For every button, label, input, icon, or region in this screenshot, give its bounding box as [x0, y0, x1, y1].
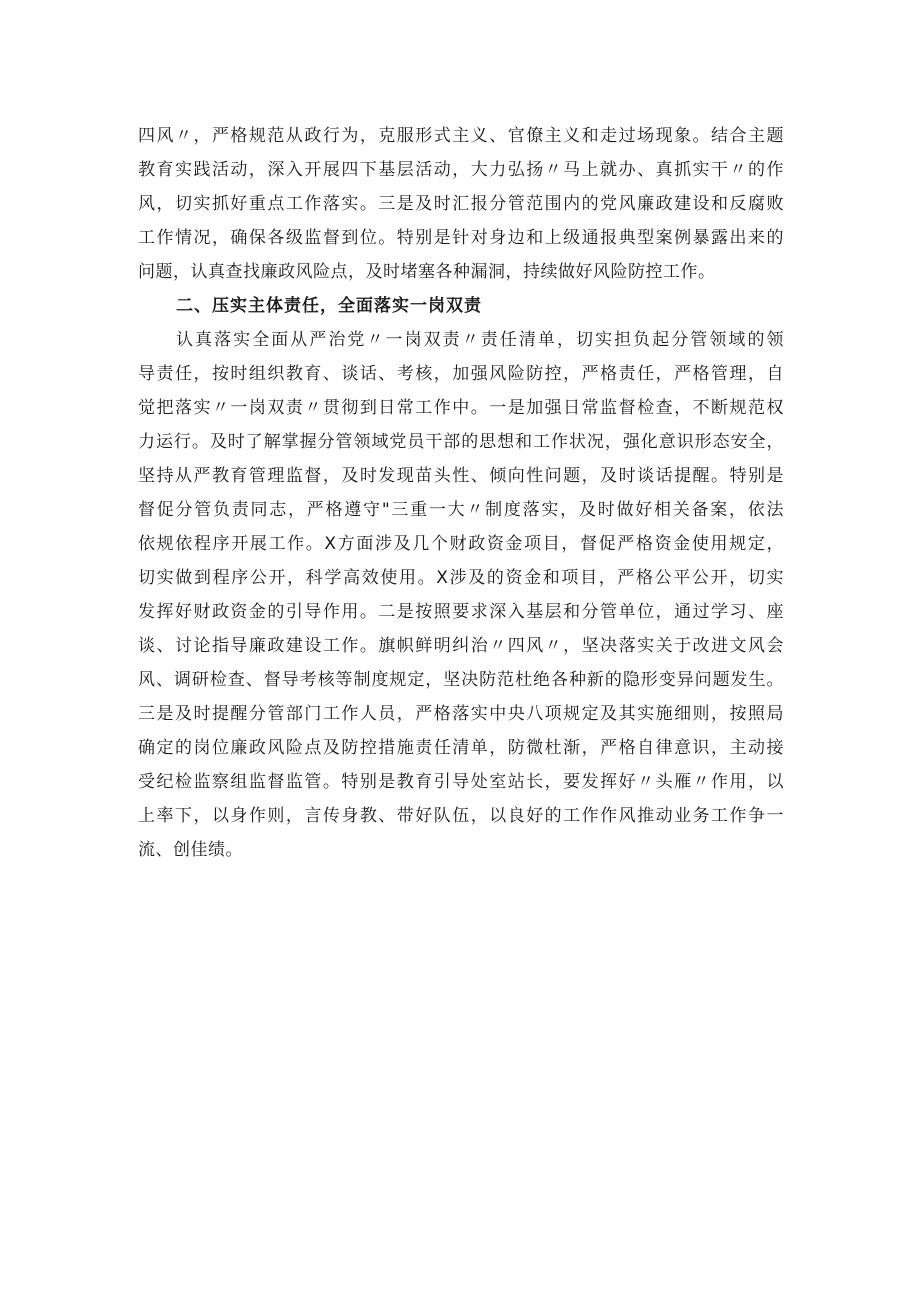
text-line: 受纪检监察组监督监管。特别是教育引导处室站长，要发挥好〃头雁〃作用，以 [138, 772, 784, 792]
text-line: 风、调研检查、督导考核等制度规定，坚决防范杜绝各种新的隐形变异问题发生。 [138, 670, 784, 690]
text-line: 谈、讨论指导廉政建设工作。旗帜鲜明纠治〃四风〃，坚决落实关于改进文风会 [138, 636, 784, 656]
text-line: 力运行。及时了解掌握分管领域党员干部的思想和工作状况，强化意识形态安全， [138, 432, 784, 452]
text-line: 教育实践活动，深入开展四下基层活动，大力弘扬〃马上就办、真抓实干〃的作 [138, 160, 784, 180]
paragraph-main [138, 323, 784, 867]
text-line: 发挥好财政资金的引导作用。二是按照要求深入基层和分管单位，通过学习、座 [138, 602, 784, 622]
text-line: 导责任，按时组织教育、谈话、考核，加强风险防控，严格责任，严格管理，自 [138, 364, 784, 384]
text-line: 切实做到程序公开，科学高效使用。X涉及的资金和项目，严格公平公开，切实 [138, 568, 784, 588]
text-line: 确定的岗位廉政风险点及防控措施责任清单，防微杜渐，严格自律意识，主动接 [138, 738, 784, 758]
text-line: 工作情况，确保各级监督到位。特别是针对身边和上级通报典型案例暴露出来的 [138, 228, 784, 248]
text-line: 坚持从严教育管理监督，及时发现苗头性、倾向性问题，及时谈话提醒。特别是 [138, 466, 784, 486]
text-line: 上率下，以身作则，言传身教、带好队伍，以良好的工作作风推动业务工作争一 [138, 806, 784, 826]
text-line: 三是及时提醒分管部门工作人员，严格落实中央八项规定及其实施细则，按照局 [138, 704, 784, 724]
text-line: 流、创佳绩。 [138, 840, 243, 860]
document-body [138, 119, 784, 867]
text-line: 问题，认真查找廉政风险点，及时堵塞各种漏洞，持续做好风险防控工作。 [138, 262, 716, 282]
paragraph-continuation [138, 119, 784, 289]
text-line: 觉把落实〃一岗双责〃贯彻到日常工作中。一是加强日常监督检查，不断规范权 [138, 398, 784, 418]
text-line: 依规依程序开展工作。X方面涉及几个财政资金项目，督促严格资金使用规定， [138, 534, 784, 554]
text-line: 督促分管负责同志，严格遵守"三重一大〃制度落实，及时做好相关备案，依法 [138, 500, 784, 520]
section-heading: 二、压实主体责任，全面落实一岗双责 [176, 296, 482, 316]
text-line: 四风〃，严格规范从政行为，克服形式主义、官僚主义和走过场现象。结合主题 [138, 126, 784, 146]
text-line: 认真落实全面从严治党〃一岗双责〃责任清单，切实担负起分管领域的领 [176, 330, 784, 350]
text-line: 风，切实抓好重点工作落实。三是及时汇报分管范围内的党风廉政建设和反腐败 [138, 194, 784, 214]
